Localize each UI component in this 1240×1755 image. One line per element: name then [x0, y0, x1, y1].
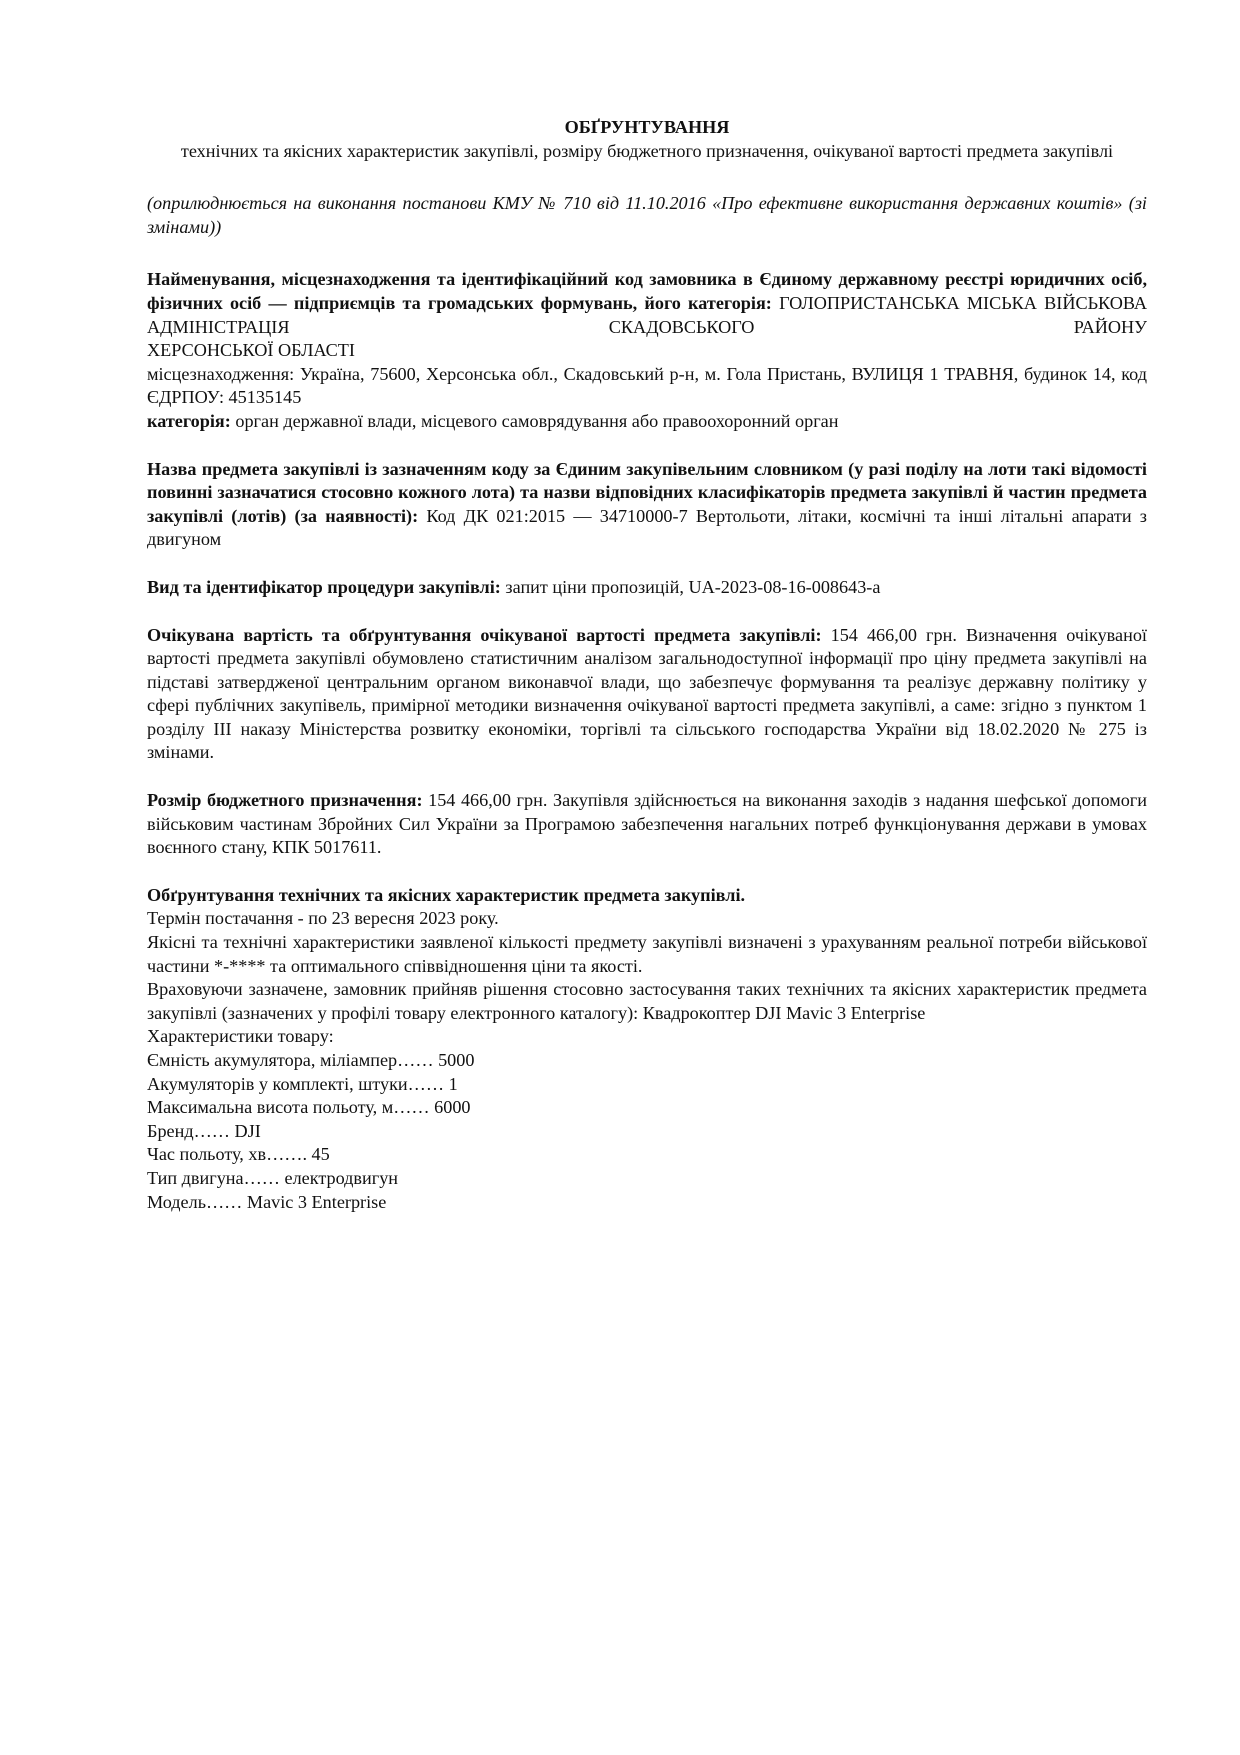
- justification-section: [147, 884, 1147, 1214]
- decision-text: Враховуючи зазначене, замовник прийняв рішення стосовно застосування таких технічних та якісних характеристик предмета закупівлі (зазначених у профілі товару електронного каталогу): Квадрокоптер DJI Mavic 3 Enterprise: [147, 979, 1147, 1023]
- expected-cost-heading: Очікувана вартість та обґрунтування очікуваної вартості предмета закупівлі:: [147, 624, 822, 645]
- spec-item: Ємність акумулятора, міліампер…… 5000: [147, 1050, 475, 1070]
- quality-text: Якісні та технічні характеристики заявленої кількості предмету закупівлі визначені з урахуванням реальної потреби військової частини *-**** та оптимального співвідношення ціни та якості.: [147, 932, 1147, 976]
- spec-item: Бренд…… DJI: [147, 1120, 261, 1141]
- budget-value: 154 466,00 грн. Закупівля здійснюється на виконання заходів з надання шефської допомоги військовим частинам Збройних Сил України за Програмою забезпечення нагальних потреб функціонування держави в умовах воєнного стану, КПК 5017611.: [147, 790, 1147, 858]
- spec-item: Максимальна висота польоту, м…… 6000: [147, 1097, 471, 1118]
- customer-heading: Найменування, місцезнаходження та ідентифікаційний код замовника в Єдиному державному реєстрі юридичних осіб, фізичних осіб — підприємців та громадських формувань, його категорія:: [147, 269, 1147, 313]
- delivery-term: Термін постачання - по 23 вересня 2023 року.: [147, 908, 499, 929]
- customer-location: місцезнаходження: Україна, 75600, Херсонська обл., Скадовський р-н, м. Гола Пристань, ВУЛИЦЯ 1 ТРАВНЯ, будинок 14, код ЄДРПОУ: 45135145: [147, 363, 1147, 408]
- procedure-value: запит ціни пропозицій, UA-2023-08-16-008643-a: [500, 576, 881, 597]
- justification-heading: Обґрунтування технічних та якісних характеристик предмета закупівлі.: [147, 884, 746, 905]
- subject-section: [147, 458, 1147, 552]
- publication-note: (оприлюднюється на виконання постанови КМУ № 710 від 11.10.2016 «Про ефективне використання державних коштів» (зі змінами)): [147, 193, 1147, 237]
- subject-heading: Назва предмета закупівлі із зазначенням коду за Єдиним закупівельним словником (у разі поділу на лоти такі відомості повинні зазначатися стосовно кожного лота) та назви відповідних класифікаторів предмета закупівлі й частин предмета закупівлі (лотів) (за наявності):: [147, 458, 1147, 526]
- spec-item: Модель…… Mavic 3 Enterprise: [147, 1191, 387, 1212]
- expected-cost-section: [147, 624, 1147, 766]
- document-title: ОБҐРУНТУВАННЯ: [564, 117, 730, 137]
- specs-title: Характеристики товару:: [147, 1026, 334, 1047]
- budget-heading: Розмір бюджетного призначення:: [147, 790, 423, 811]
- document-page: [147, 116, 1147, 1214]
- subject-value: Код ДК 021:2015 — 34710000-7 Вертольоти, літаки, космічні та інші літальні апарати з двигуном: [147, 505, 1147, 550]
- customer-category: [147, 410, 1147, 434]
- customer-name-line: ГОЛОПРИСТАНСЬКА МІСЬКА ВІЙСЬКОВА АДМІНІСТРАЦІЯ СКАДОВСЬКОГО РАЙОНУ: [147, 292, 1147, 337]
- document-subtitle: технічних та якісних характеристик закупівлі, розміру бюджетного призначення, очікуваної вартості предмета закупівлі: [180, 140, 1114, 161]
- spec-item: Акумуляторів у комплекті, штуки…… 1: [147, 1073, 458, 1094]
- procedure-section: [147, 576, 1147, 600]
- spec-item: Час польоту, хв……. 45: [147, 1144, 330, 1165]
- spec-item: Тип двигуна…… електродвигун: [147, 1167, 399, 1188]
- budget-section: [147, 789, 1147, 860]
- category-value: орган державної влади, місцевого самоврядування або правоохоронний орган: [230, 410, 839, 431]
- customer-name-line-2: ХЕРСОНСЬКОЇ ОБЛАСТІ: [147, 340, 355, 361]
- procedure-heading: Вид та ідентифікатор процедури закупівлі:: [147, 576, 501, 597]
- category-label: категорія:: [147, 410, 231, 431]
- expected-cost-value: 154 466,00 грн. Визначення очікуваної вартості предмета закупівлі обумовлено статистичним аналізом загальнодоступної інформації про ціну предмета закупівлі на підставі затвердженої центральним органом виконавчої влади, що забезпечує формування та реалізує державну політику у сфері публічних закупівель, примірної методики визначення очікуваної вартості предмета закупівлі, а саме: згідно з пунктом 1 розділу ІІІ наказу Міністерства розвитку економіки, торгівлі та сільського господарства України від 18.02.2020 № 275 із змінами.: [147, 624, 1147, 763]
- customer-section: [147, 268, 1147, 433]
